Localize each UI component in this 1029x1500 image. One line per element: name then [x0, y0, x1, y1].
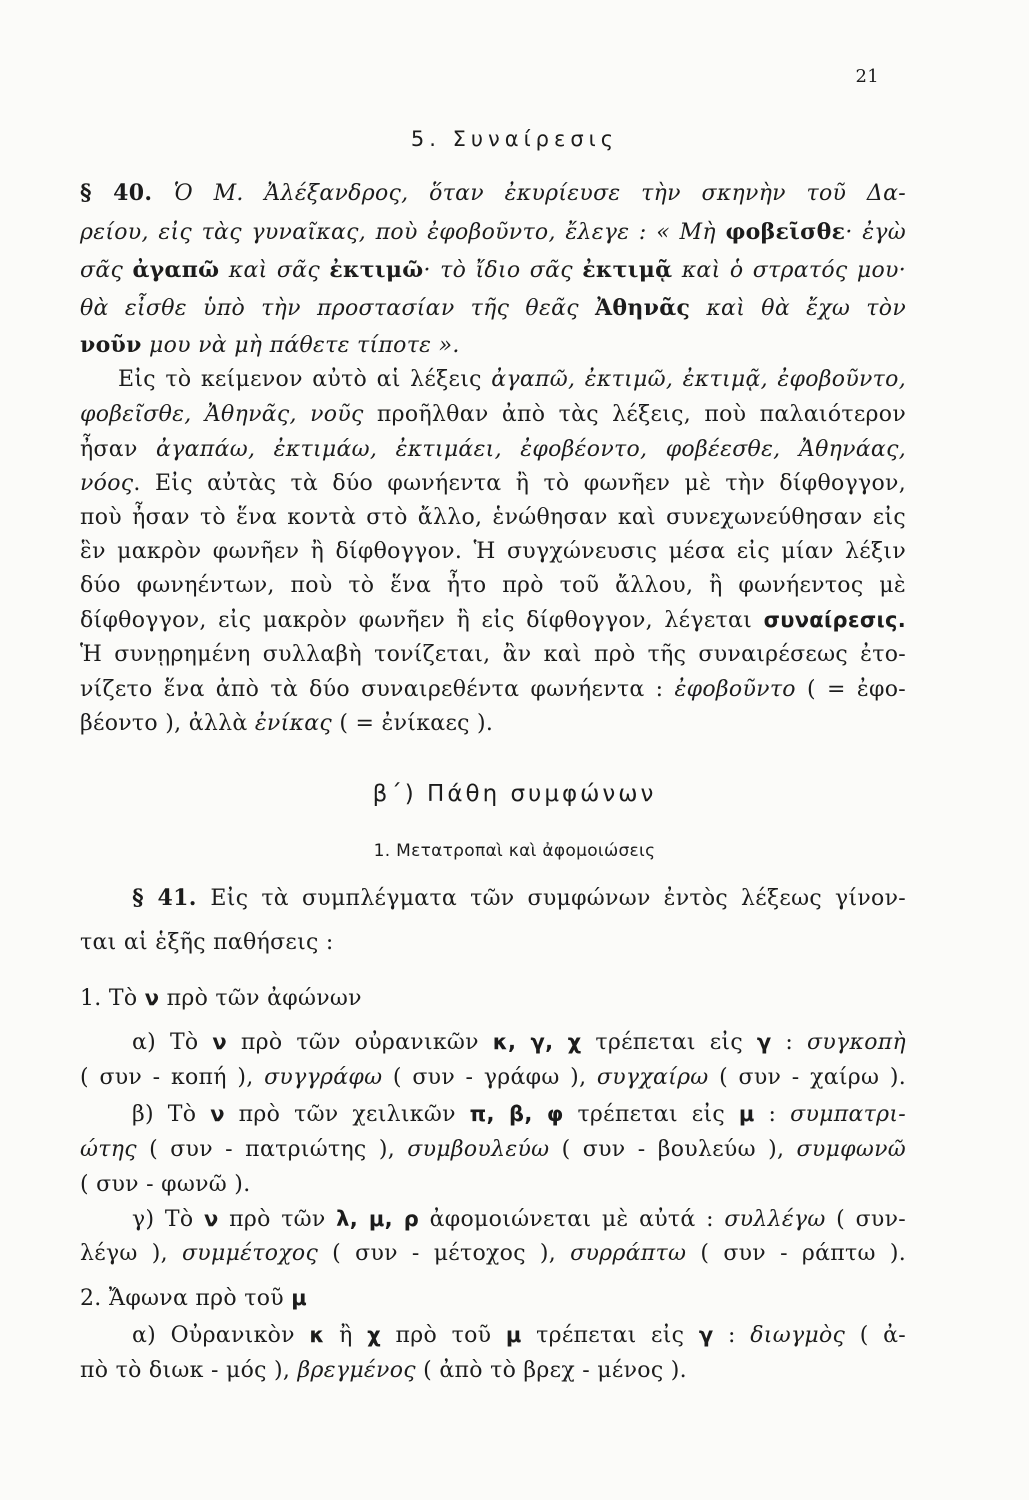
text-line [80, 178, 906, 209]
text-run: · τὸ ἴδιο σᾶς [423, 258, 583, 283]
chapter-subtitle: 1. Μετατροπαὶ καὶ ἀφομοιώσεις [373, 841, 656, 861]
text-line [80, 255, 906, 286]
text-line [80, 503, 906, 533]
text-run: δίφθογγον, εἰς μακρὸν φωνῆεν ἢ εἰς δίφθογγον, λέγεται [80, 608, 764, 633]
text-run: νοῦν [80, 332, 142, 358]
text-line [132, 1204, 906, 1235]
text-run: συρράπτω [570, 1241, 687, 1266]
text-run: ν [210, 1102, 225, 1126]
text-run: μ [291, 1286, 307, 1310]
text-run: β) Τὸ [132, 1102, 211, 1127]
page-number: 21 [855, 66, 879, 87]
text-run: ( συν - μέτοχος ), [318, 1241, 571, 1266]
text-line [80, 640, 906, 670]
text-run: λ, μ, ρ [336, 1207, 420, 1231]
text-line [80, 1283, 307, 1314]
text-run: : [754, 1102, 791, 1127]
text-run: ἓν μακρὸν φωνῆεν ἢ δίφθογγον. Ἡ συγχώνευσις μέσα εἰς μίαν λέξιν [80, 539, 906, 564]
text-run: φοβεῖσθε, Ἀθηνᾶς, νοῦς [80, 402, 364, 427]
text-run: κ [309, 1323, 325, 1347]
text-run: συγκοπὴ [807, 1030, 906, 1055]
text-run: ν [212, 1030, 227, 1054]
text-line [80, 293, 906, 324]
text-run: πρὸ τῶν χειλικῶν [224, 1102, 470, 1127]
text-run: νίζετο ἕνα ἀπὸ τὰ δύο συναιρεθέντα φωνήεντα : [80, 677, 675, 702]
text-run: γ [756, 1030, 772, 1054]
text-run: συμφωνῶ [796, 1137, 906, 1162]
text-run: σᾶς [80, 258, 133, 283]
text-run: . Εἰς αὐτὰς τὰ δύο φωνήεντα ἢ τὸ φωνῆεν μὲ τὴν δίφθογγον, [133, 471, 906, 496]
text-run: λέγω ), [80, 1241, 182, 1266]
text-line [80, 1135, 906, 1165]
text-run: φοβεῖσθε [725, 219, 846, 245]
text-run: δύο φωνηέντων, ποὺ τὸ ἕνα ἦτο πρὸ τοῦ ἄλλου, ἢ φωνήεντος μὲ [80, 573, 906, 598]
text-run: θὰ εἶσθε ὑπὸ τὴν προστασίαν τῆς θεᾶς [80, 296, 596, 321]
text-run: συλλέγω [724, 1207, 826, 1232]
text-run [80, 886, 132, 911]
section-title: 5. Συναίρεσις [410, 127, 619, 151]
text-run: ἦσαν [80, 437, 157, 462]
text-run: πρὸ τῶν οὐρανικῶν [227, 1030, 493, 1055]
text-run: μ [505, 1323, 522, 1347]
text-run: § 40. [80, 180, 174, 206]
text-line [80, 571, 906, 601]
text-run: ώτης [80, 1137, 137, 1162]
text-run: ( συν - γράφω ), [382, 1065, 597, 1090]
chapter-title: β΄) Πάθη συμφώνων [372, 781, 657, 807]
text-run: ν [203, 1207, 219, 1231]
text-run: ἀγαπῶ, ἐκτιμῶ, ἐκτιμᾷ, ἐφοβοῦντο, [491, 367, 906, 392]
text-line [80, 400, 906, 430]
text-run: Εἰς τὰ συμπλέγματα τῶν συμφώνων ἐντὸς λέξεως γίνον- [210, 886, 906, 911]
text-run: πὸ τὸ διωκ - μός ), [80, 1358, 298, 1383]
text-run: ρείου, εἰς τὰς γυναῖκας, ποὺ ἐφοβοῦντο, ἔλεγε : « Μὴ [80, 220, 726, 245]
text-run: π, β, φ [469, 1102, 564, 1126]
text-line [132, 1099, 906, 1130]
text-run: χ [367, 1323, 382, 1347]
text-line [132, 1320, 906, 1351]
text-run: πρὸ τῶν [218, 1207, 337, 1232]
text-run: ( συν - πατριώτης ), [136, 1137, 408, 1162]
text-line [80, 883, 906, 914]
text-run: νόος [80, 471, 134, 496]
text-run: πρὸ τῶν ἀφώνων [159, 986, 362, 1011]
text-run: ( συν - βουλεύω ), [549, 1137, 797, 1162]
text-run: ( συν - ράπτω ). [686, 1241, 906, 1266]
text-line [80, 537, 906, 567]
text-run: προῆλθαν ἀπὸ τὰς λέξεις, ποὺ παλαιότερον [363, 402, 906, 427]
text-run: ( συν - χαίρω ). [708, 1065, 906, 1090]
text-line [80, 330, 460, 361]
text-run: κ, γ, χ [492, 1030, 582, 1054]
text-run: συμπατρι- [790, 1102, 907, 1127]
text-run: συγγράφω [264, 1065, 383, 1090]
text-run: Ἀθηνᾶς [595, 295, 691, 321]
text-run: μου νὰ μὴ πάθετε τίποτε ». [141, 333, 460, 358]
text-run: βρεγμένος [297, 1358, 416, 1383]
text-run: § 41. [132, 885, 211, 911]
text-run: ἀγαπῶ [132, 257, 220, 283]
text-run: ἐνίκας [254, 711, 333, 736]
text-run: τρέπεται εἰς [521, 1323, 699, 1348]
text-line [80, 217, 906, 248]
text-run: : [771, 1030, 808, 1055]
text-run: 2. Ἄφωνα πρὸ τοῦ [80, 1286, 292, 1311]
text-line [80, 928, 334, 958]
text-line [80, 365, 906, 395]
text-run: ( ἀπὸ τὸ βρεχ - μένος ). [415, 1358, 687, 1383]
text-run: ( = ἐφο- [795, 677, 906, 702]
text-run: διωγμὸς [750, 1323, 846, 1348]
text-run: ( ἀ- [845, 1323, 906, 1348]
text-run: ἀφομοιώνεται μὲ αὐτά : [419, 1207, 725, 1232]
text-run: α) Οὐρανικὸν [132, 1323, 310, 1348]
text-run: συμμέτοχος [181, 1241, 319, 1266]
text-line [80, 709, 493, 739]
text-run: ἀγαπάω, ἐκτιμάω, ἐκτιμάει, ἐφοβέοντο, φοβέεσθε, Ἀθηνάας, [156, 437, 906, 462]
text-run: ἢ [324, 1323, 368, 1348]
text-run: μ [738, 1102, 755, 1126]
text-line [80, 983, 362, 1014]
text-run: · ἐγὼ [845, 220, 906, 245]
text-run: ποὺ ἦσαν τὸ ἕνα κοντὰ στὸ ἄλλο, ἑνώθησαν καὶ συνεχωνεύθησαν εἰς [80, 505, 906, 530]
text-line [80, 605, 906, 636]
text-line [80, 1170, 251, 1200]
text-run: ν [144, 986, 160, 1010]
text-run: καὶ ὁ στρατός μου· [672, 258, 906, 283]
text-run: Ἡ συνῃρημένη συλλαβὴ τονίζεται, ἂν καὶ πρὸ τῆς συναιρέσεως ἐτο- [80, 642, 906, 667]
text-line [80, 469, 906, 499]
text-run: συναίρεσις. [763, 608, 906, 632]
text-run: ( = ἐνίκαες ). [332, 711, 494, 736]
text-run: ἐκτιμῶ [329, 257, 424, 283]
text-run: 1. Τὸ [80, 986, 145, 1011]
text-run: συγχαίρω [596, 1065, 709, 1090]
text-line [80, 1239, 906, 1269]
text-run: ται αἱ ἑξῆς παθήσεις : [80, 930, 334, 955]
text-run: καὶ σᾶς [219, 258, 330, 283]
text-run: γ [698, 1323, 714, 1347]
text-run: γ) Τὸ [132, 1207, 204, 1232]
text-run: α) Τὸ [132, 1030, 213, 1055]
text-line [80, 1356, 687, 1386]
text-run: τρέπεται εἰς [563, 1102, 739, 1127]
text-run: καὶ θὰ ἔχω τὸν [690, 296, 906, 321]
text-line [80, 435, 906, 465]
text-run: Ὁ Μ. Ἀλέξανδρος, ὅταν ἐκυρίευσε τὴν σκηνὴν τοῦ Δα- [173, 181, 906, 206]
text-run: ( συν - φωνῶ ). [80, 1172, 251, 1197]
text-run: ἐφοβοῦντο [674, 677, 796, 702]
text-run: Εἰς τὸ κείμενον αὐτὸ αἱ λέξεις [80, 367, 492, 392]
text-run: συμβουλεύω [407, 1137, 550, 1162]
text-run: τρέπεται εἰς [581, 1030, 757, 1055]
text-run: πρὸ τοῦ [381, 1323, 506, 1348]
text-run: : [713, 1323, 751, 1348]
text-run: ( συν- [825, 1207, 907, 1232]
text-line [80, 1063, 906, 1093]
text-run: ( συν - κοπή ), [80, 1065, 265, 1090]
text-run: βέοντο ), ἀλλὰ [80, 711, 255, 736]
text-line [80, 675, 906, 705]
text-line [132, 1027, 906, 1058]
text-run: ἐκτιμᾷ [582, 257, 673, 283]
